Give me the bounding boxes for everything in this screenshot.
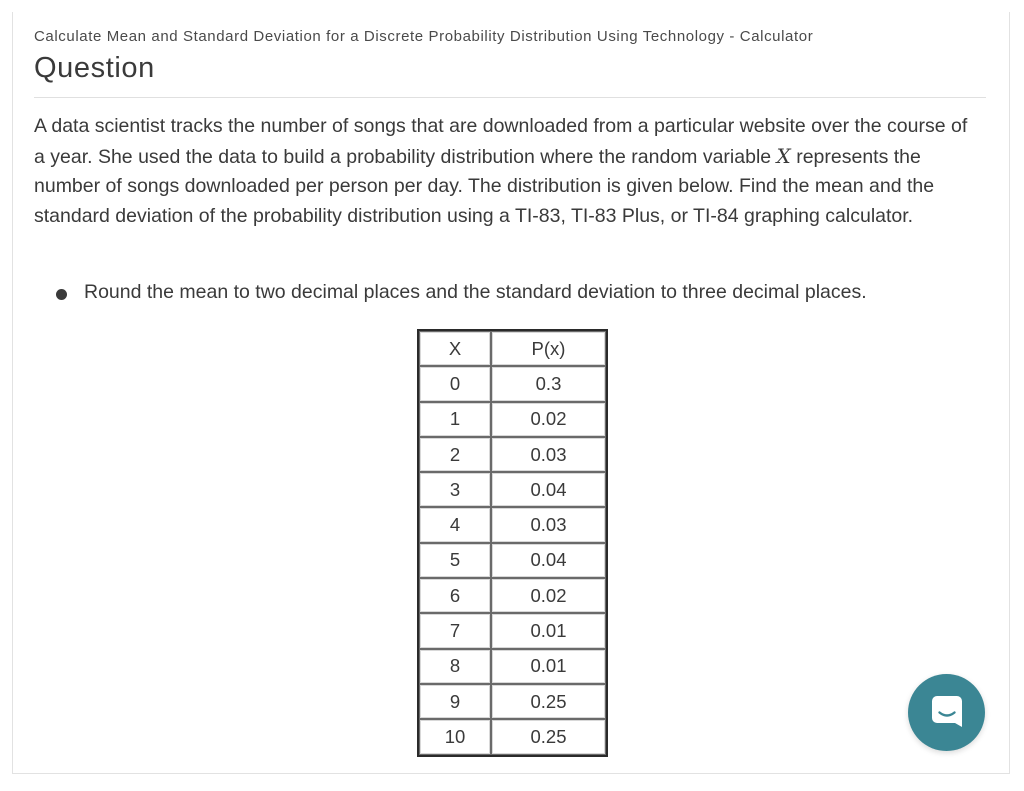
cell-px: 0.01	[491, 649, 606, 684]
cell-px: 0.02	[491, 402, 606, 437]
cell-x: 2	[419, 437, 491, 472]
cell-px: 0.03	[491, 437, 606, 472]
bullet-icon	[56, 289, 67, 300]
cell-x: 8	[419, 649, 491, 684]
probability-distribution-table	[417, 329, 608, 757]
table-row	[419, 507, 606, 542]
random-variable: X	[776, 143, 791, 168]
instruction-list	[56, 281, 867, 304]
table-row	[419, 684, 606, 719]
table-row	[419, 578, 606, 613]
cell-x: 10	[419, 719, 491, 754]
cell-px: 0.25	[491, 719, 606, 754]
chat-bubble-icon	[931, 695, 963, 729]
cell-x: 0	[419, 366, 491, 401]
table-row	[419, 613, 606, 648]
cell-px: 0.04	[491, 472, 606, 507]
cell-x: 9	[419, 684, 491, 719]
question-text-part2: represents the number of songs downloaded per person per day. The distribution is given below. Find the mean and the standard deviation of the probability distribution using a TI-83, TI-83 Plus, or TI-84 graphing calculator.	[34, 145, 935, 227]
cell-px: 0.25	[491, 684, 606, 719]
table-row	[419, 649, 606, 684]
question-text-part1: A data scientist tracks the number of songs that are downloaded from a particular website over the course of a year. She used the data to build a probability distribution where the random variable	[34, 115, 968, 168]
cell-px: 0.04	[491, 543, 606, 578]
table-row	[419, 402, 606, 437]
breadcrumb: Calculate Mean and Standard Deviation for a Discrete Probability Distribution Using Technology - Calculator	[34, 28, 814, 45]
title-divider	[34, 97, 986, 98]
cell-px: 0.3	[491, 366, 606, 401]
cell-x: 6	[419, 578, 491, 613]
cell-px: 0.03	[491, 507, 606, 542]
cell-x: 3	[419, 472, 491, 507]
table-row	[419, 437, 606, 472]
list-item	[56, 281, 867, 304]
cell-x: 5	[419, 543, 491, 578]
table-row	[419, 366, 606, 401]
cell-px: 0.01	[491, 613, 606, 648]
table-header-row	[419, 331, 606, 366]
header-x: X	[419, 331, 491, 366]
cell-x: 7	[419, 613, 491, 648]
header-px: P(x)	[491, 331, 606, 366]
table-row	[419, 543, 606, 578]
page-title: Question	[34, 52, 155, 84]
instruction-text: Round the mean to two decimal places and the standard deviation to three decimal places.	[84, 281, 867, 303]
chat-launcher-button[interactable]	[908, 674, 985, 751]
cell-x: 4	[419, 507, 491, 542]
table-row	[419, 472, 606, 507]
cell-x: 1	[419, 402, 491, 437]
cell-px: 0.02	[491, 578, 606, 613]
question-text	[34, 112, 979, 231]
table-row	[419, 719, 606, 754]
